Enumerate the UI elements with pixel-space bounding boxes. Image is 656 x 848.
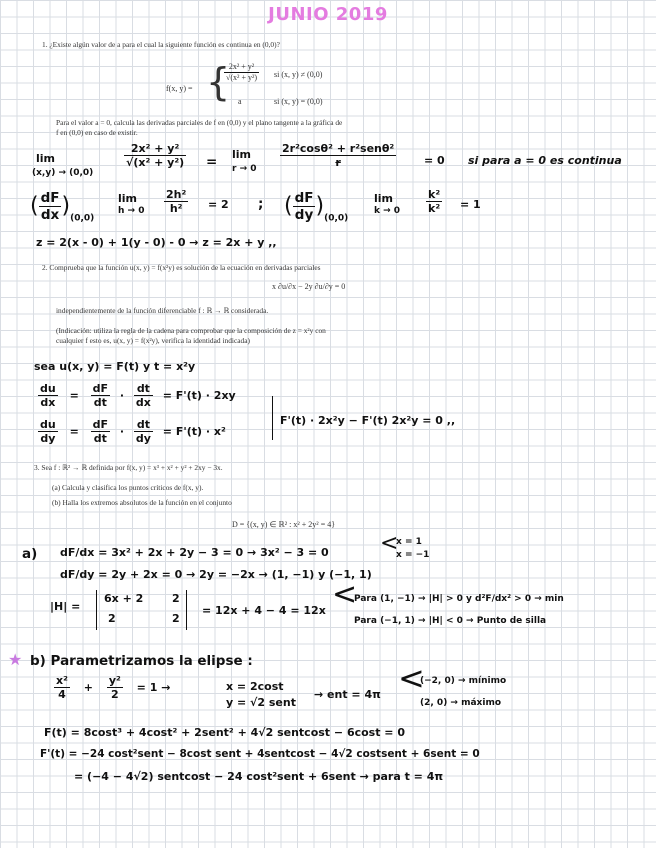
equals-row2: =: [69, 424, 79, 438]
combined-result: F'(t) · 2x²y − F'(t) 2x²y = 0 ,,: [280, 414, 456, 427]
param-x: x = 2cost: [226, 680, 284, 693]
root-2: x = −1: [396, 550, 430, 560]
dfdy-equation: dF/dy = 2y + 2x = 0 → 2y = −2x → (1, −1) y (−1, 1): [60, 568, 372, 581]
dy-denominator-2: dy: [135, 432, 151, 445]
dx-denominator-2: dx: [135, 396, 151, 409]
dt-denominator-2: dt: [93, 432, 107, 445]
chain-rule-row-2: [38, 418, 226, 445]
hessian-m21: 2: [108, 612, 116, 625]
ellipse-num-1: x²: [56, 674, 68, 687]
row1-rhs: = F'(t) · 2xy: [162, 388, 236, 402]
dy-denominator: dy: [40, 432, 56, 445]
star-icon: ★: [8, 650, 23, 669]
hessian-determinant: = 12x + 4 − 4 = 12x: [202, 604, 326, 617]
frac2-denominator: r: [335, 156, 341, 169]
case-saddle: Para (−1, 1) → |H| < 0 → Punto de silla: [354, 616, 547, 626]
hessian-bar-right: [186, 590, 187, 630]
extrema-branch: <: [398, 659, 425, 697]
extremum-min: (−2, 0) → mínimo: [420, 676, 507, 686]
frac4-numerator: k²: [428, 188, 441, 201]
hessian-m12: 2: [172, 592, 180, 605]
question-3a: (a) Calcula y clasifica los puntos críticos de f(x, y).: [52, 483, 204, 492]
substitution-line: sea u(x, y) = F(t) y t = x²y: [34, 360, 196, 373]
lim-subscript-2: r → 0: [232, 164, 257, 174]
frac1-numerator: 2x² + y²: [124, 142, 186, 156]
dt-denominator: dt: [93, 396, 107, 409]
separator: ;: [258, 196, 264, 212]
case-min: Para (1, −1) → |H| > 0 y d²F/dx² > 0 → min: [354, 594, 564, 604]
dfdy-result: = 1: [460, 198, 481, 211]
frac4-denominator: k²: [428, 202, 441, 215]
dfdy-denominator: dy: [294, 207, 314, 223]
constraint-set: D = {(x, y) ∈ ℝ² : x² + 2y² = 4}: [232, 520, 336, 529]
dfdx-result: = 2: [208, 198, 229, 211]
part-a-label: a): [22, 546, 38, 562]
lim-subscript-h: h → 0: [118, 206, 145, 216]
roots-branch: <: [380, 531, 399, 556]
param-y: y = √2 sent: [226, 696, 296, 709]
dot-row2: ·: [119, 424, 125, 438]
du-numerator-2: du: [40, 418, 56, 431]
dx-denominator: dx: [40, 396, 56, 409]
question-3b: (b) Halla los extremos absolutos de la función en el conjunto: [52, 498, 232, 507]
lim-label: lim: [36, 152, 56, 165]
hessian-bar-left: [96, 590, 97, 630]
question-2-line2: (Indicación: utiliza la regla de la cadena para comprobar que la composición de z = x²y con: [56, 326, 326, 335]
part-b-heading: b) Parametrizamos la elipse :: [30, 653, 253, 669]
dfdx-evaluation-point: (0,0): [70, 213, 95, 224]
row2-rhs: = F'(t) · x²: [162, 424, 226, 438]
continuity-note: si para a = 0 es continua: [468, 154, 622, 167]
piece1-denominator: √(x² + y²): [226, 73, 258, 82]
question-1-followup-line2: f en (0,0) en caso de existir.: [56, 128, 138, 137]
frac1-denominator: √(x² + y²): [126, 156, 185, 169]
dfdy-numerator: dF: [294, 190, 314, 206]
lim-label-k: lim: [374, 192, 394, 205]
piece1-numerator: 2x² + y²: [224, 62, 259, 73]
ellipse-num-2: y²: [108, 674, 121, 687]
F-of-t: F(t) = 8cost³ + 4cost² + 2sent² + 4√2 sentcost − 6cost = 0: [44, 726, 406, 739]
piece1-condition: si (x, y) ≠ (0,0): [274, 70, 323, 79]
tangent-plane: z = 2(x - 0) + 1(y - 0) - 0 → z = 2x + y ,,: [36, 236, 277, 249]
ellipse-rhs: = 1 →: [136, 680, 171, 694]
limit-fraction-2: [280, 142, 396, 169]
equals-1: =: [206, 154, 218, 170]
hessian-m11: 6x + 2: [104, 592, 144, 605]
frac3-denominator: h²: [169, 202, 183, 215]
function-lhs: f(x, y) =: [166, 84, 193, 93]
question-2-line1: independientemente de la función diferenciable f : ℝ → ℝ considerada.: [56, 306, 269, 315]
lim-label-2: lim: [232, 148, 252, 161]
cases-branch: <: [332, 577, 358, 612]
dt-numerator: dt: [134, 382, 153, 396]
dfdx-partial: ( $\frac{dF}{dx}$ )$_{(0,0)}$: [30, 190, 95, 224]
frac3: [164, 188, 188, 215]
pde-equation: x ∂u/∂x − 2y ∂u/∂y = 0: [272, 282, 346, 291]
hessian-label: |H| =: [50, 600, 81, 613]
F-prime-of-t: F'(t) = −24 cost²sent − 8cost sent + 4sentcost − 4√2 costsent + 6sent = 0: [40, 748, 480, 760]
dot-row1: ·: [119, 388, 125, 402]
root-1: x = 1: [396, 537, 422, 547]
question-1-followup-line1: Para el valor a = 0, calcula las derivadas parciales de f en (0,0) y el plano tangente a la gráfica de: [56, 118, 343, 127]
question-2-statement: 2. Comprueba que la función u(x, y) = f(x²y) es solución de la ecuación en derivadas parciales: [42, 263, 321, 272]
piece1-fraction: [224, 62, 259, 83]
extremum-max: (2, 0) → máximo: [420, 698, 502, 708]
dfdx-numerator: dF: [40, 190, 60, 206]
frac4: [426, 188, 442, 215]
question-1-statement: 1. ¿Existe algún valor de a para el cual la siguiente función es continua en (0,0)?: [42, 40, 280, 49]
dfdy-partial: ( $\frac{dF}{dy}$ )$_{(0,0)}$: [284, 190, 349, 224]
ellipse-den-2: 2: [111, 688, 119, 701]
combine-bracket: [272, 396, 273, 440]
hessian-m22: 2: [172, 612, 180, 625]
lim-label-h: lim: [118, 192, 138, 205]
chain-rule-row-1: [38, 382, 236, 409]
question-2-line3: cualquier f esto es, u(x, y) = f(x²y), verifica la identidad indicada): [56, 336, 250, 345]
frac2-numerator: 2r²cosθ² + r²senθ²: [282, 142, 395, 155]
lim-subscript-k: k → 0: [374, 206, 401, 216]
dfdx-equation: dF/dx = 3x² + 2x + 2y − 3 = 0 → 3x² − 3 = 0: [60, 546, 329, 559]
df-numerator-2: dF: [92, 418, 109, 431]
ellipse-equation: $\frac{\text{x²}}{4}$ + $\frac{\text{y²}}{2}$ = 1 →: [56, 674, 171, 701]
df-numerator: dF: [92, 382, 109, 395]
page-title: JUNIO 2019: [268, 4, 388, 25]
F-prime-simplified: = (−4 − 4√2) sentcost − 24 cost²sent + 6sent → para t = 4π: [74, 770, 444, 783]
du-numerator: du: [40, 382, 56, 395]
dfdy-evaluation-point: (0,0): [324, 213, 349, 224]
piecewise-brace: {: [206, 60, 231, 104]
dt-numerator-2: dt: [134, 418, 153, 432]
ent-value: → ent = 4π: [314, 688, 381, 701]
question-3-statement: 3. Sea f : ℝ² → ℝ definida por f(x, y) = x³ + x² + y² + 2xy − 3x.: [34, 463, 223, 472]
limit-fraction-1: [124, 142, 186, 169]
lim-subscript: (x,y) → (0,0): [32, 168, 94, 178]
limit-result: = 0: [424, 154, 445, 167]
equals-row1: =: [69, 388, 79, 402]
ellipse-den-1: 4: [58, 688, 66, 701]
dfdx-denominator: dx: [40, 207, 60, 223]
frac3-numerator: 2h²: [166, 188, 187, 201]
piece2-condition: si (x, y) = (0,0): [274, 97, 323, 106]
piece2-value: a: [238, 97, 242, 106]
